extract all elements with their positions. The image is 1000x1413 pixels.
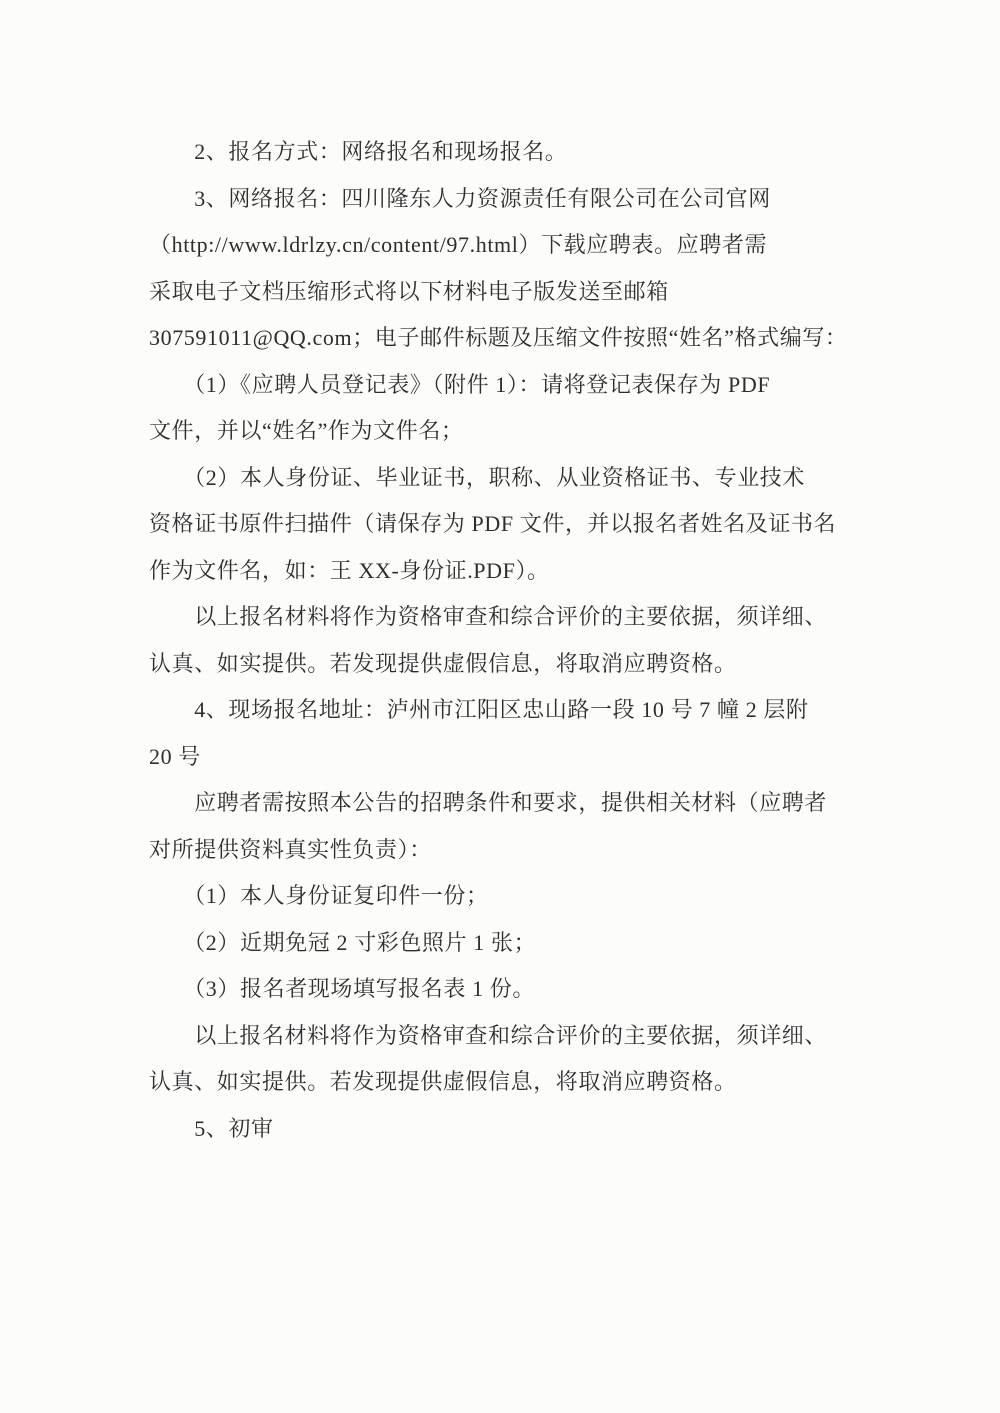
text-line: （2）近期免冠 2 寸彩色照片 1 张； (149, 929, 537, 955)
text-line: 认真、如实提供。若发现提供虚假信息，将取消应聘资格。 (149, 650, 737, 676)
text-line: 应聘者需按照本公告的招聘条件和要求，提供相关材料（应聘者 (149, 790, 828, 815)
document-text-block (149, 129, 865, 1152)
text-line: （1）本人身份证复印件一份； (149, 883, 489, 908)
text-line: （http://www.ldrlzy.cn/content/97.html）下载应聘表。应聘者需 (149, 232, 768, 257)
text-line: 5、初审 (149, 1115, 274, 1141)
text-line: 以上报名材料将作为资格审查和综合评价的主要依据，须详细、 (149, 1022, 828, 1048)
text-line: 对所提供资料真实性负责）： (149, 836, 432, 862)
text-line: 认真、如实提供。若发现提供虚假信息，将取消应聘资格。 (149, 1069, 737, 1094)
text-line: 2、报名方式：网络报名和现场报名。 (149, 139, 568, 164)
text-line: （3）报名者现场填写报名表 1 份。 (149, 976, 536, 1001)
text-line: 3、网络报名：四川隆东人力资源责任有限公司在公司官网 (149, 185, 771, 211)
text-line: 采取电子文档压缩形式将以下材料电子版发送至邮箱 (149, 278, 669, 304)
text-line: 307591011@QQ.com；电子邮件标题及压缩文件按照“姓名”格式编写： (149, 325, 848, 350)
text-line: 4、现场报名地址：泸州市江阳区忠山路一段 10 号 7 幢 2 层附 (149, 697, 809, 722)
text-line: 作为文件名，如：王 XX-身份证.PDF）。 (149, 557, 550, 583)
text-line: （2）本人身份证、毕业证书，职称、从业资格证书、专业技术 (149, 464, 806, 490)
text-line: 资格证书原件扫描件（请保存为 PDF 文件，并以报名者姓名及证书名 (149, 511, 837, 536)
text-line: 文件，并以“姓名”作为文件名； (149, 418, 464, 443)
text-line: 20 号 (149, 743, 201, 769)
text-line: 以上报名材料将作为资格审查和综合评价的主要依据，须详细、 (149, 604, 828, 629)
text-line: （1）《应聘人员登记表》（附件 1）：请将登记表保存为 PDF (149, 371, 771, 397)
